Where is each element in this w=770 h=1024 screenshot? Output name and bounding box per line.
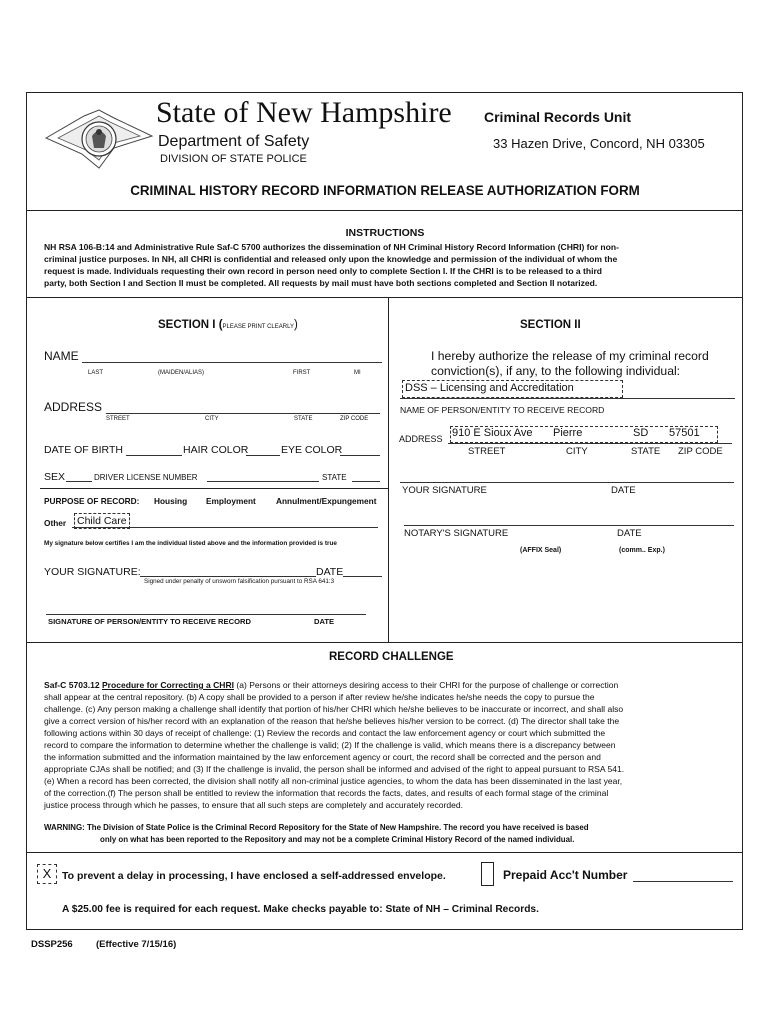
- sex-label: SEX: [44, 471, 66, 483]
- address-sub-street: STREET: [106, 416, 130, 422]
- instructions-line: request is made. Individuals requesting their own record in person need only to complete Section I. If the CHRI is to be released to a third: [44, 266, 603, 276]
- state-title: State of New Hampshire: [156, 96, 452, 129]
- warning-line2: only on what has been reported to the Repository and may not be a complete Criminal History Record of the named individual.: [100, 835, 575, 844]
- unit-address: 33 Hazen Drive, Concord, NH 03305: [493, 136, 705, 151]
- certify-text: My signature below certifies I am the individual listed above and the information provided is true: [44, 540, 337, 547]
- section2-title: SECTION II: [520, 319, 581, 331]
- challenge-rule-title: Procedure for Correcting a CHRI: [101, 680, 234, 690]
- name-sub-last: LAST: [88, 370, 104, 376]
- dl-label: DRIVER LICENSE NUMBER: [94, 473, 198, 482]
- eye-field[interactable]: [340, 455, 380, 456]
- authorize-line1: I hereby authorize the release of my criminal record: [431, 349, 709, 363]
- purpose-label: PURPOSE OF RECORD:: [44, 496, 140, 506]
- divider: [26, 852, 743, 853]
- form-title: CRIMINAL HISTORY RECORD INFORMATION RELEASE AUTHORIZATION FORM: [130, 183, 640, 198]
- envelope-checkbox[interactable]: X: [37, 864, 57, 884]
- department-name: Department of Safety: [158, 133, 310, 150]
- s2-sub-street: STREET: [468, 446, 506, 457]
- form-code: DSSP256: [31, 939, 73, 950]
- dl-field[interactable]: [207, 481, 319, 482]
- signature-field[interactable]: [140, 576, 316, 577]
- unit-title: Criminal Records Unit: [484, 109, 632, 125]
- s2-zip-value: 57501: [669, 427, 700, 439]
- instructions-line: party, both Section I and Section II must be completed. All requests by mail must have both sections completed and Section II notarized.: [44, 278, 598, 288]
- s2-signature-field[interactable]: [400, 482, 734, 483]
- name-sub-mi: MI: [354, 370, 361, 376]
- hair-field[interactable]: [246, 455, 280, 456]
- signature-date-label: DATE: [316, 566, 344, 578]
- eye-label: EYE COLOR: [281, 444, 343, 456]
- challenge-line: following actions within 30 days of receipt of challenge: (1) Review the records and contact the law enforcement agency or court which submitted the: [44, 728, 606, 738]
- address-label: ADDRESS: [44, 400, 103, 414]
- s2-signature-date-label: DATE: [611, 485, 636, 496]
- notary-signature-field[interactable]: [404, 525, 734, 526]
- s2-signature-label: YOUR SIGNATURE: [402, 485, 487, 496]
- s2-sub-city: CITY: [566, 446, 588, 457]
- challenge-text: (a) Persons or their attorneys desiring access to their CHRI for the purpose of challenge or correction: [236, 680, 619, 690]
- recipient-name-label: NAME OF PERSON/ENTITY TO RECEIVE RECORD: [400, 405, 605, 415]
- state-seal: [44, 108, 154, 170]
- sex-field[interactable]: [66, 481, 92, 482]
- purpose-annulment[interactable]: Annulment/Expungement: [276, 496, 377, 506]
- dob-label: DATE OF BIRTH: [44, 444, 123, 456]
- s2-city-value: Pierre: [553, 427, 583, 439]
- s2-address-label: ADDRESS: [399, 434, 443, 444]
- prepaid-label: Prepaid Acc't Number: [503, 868, 628, 882]
- instructions-line: NH RSA 106-B:14 and Administrative Rule Saf-C 5700 authorizes the dissemination of NH Criminal History Record Information (CHRI) for non-: [44, 242, 619, 252]
- divider: [40, 488, 388, 489]
- instructions-heading: INSTRUCTIONS: [345, 227, 425, 239]
- name-sub-maiden: (MAIDEN/ALIAS): [158, 370, 205, 376]
- notary-signature-label: NOTARY'S SIGNATURE: [404, 528, 509, 539]
- purpose-housing[interactable]: Housing: [154, 496, 188, 506]
- division-name: DIVISION OF STATE POLICE: [160, 153, 307, 165]
- signature-date-field[interactable]: [343, 576, 382, 577]
- recipient-line: [400, 398, 735, 399]
- fee-text: A $25.00 fee is required for each request. Make checks payable to: State of NH – Criminal Records.: [62, 904, 539, 915]
- recipient-date-label: DATE: [314, 617, 335, 626]
- other-label: Other: [44, 518, 67, 528]
- challenge-line: [44, 680, 618, 690]
- challenge-line: the information submitted and the information maintained by the law enforcement agency or court, the record shall be corrected and the person and: [44, 752, 601, 762]
- dl-state-field[interactable]: [352, 481, 380, 482]
- s2-sub-state: STATE: [631, 446, 661, 457]
- section-divider: [388, 297, 389, 642]
- divider: [26, 297, 743, 298]
- hair-label: HAIR COLOR: [183, 444, 249, 456]
- effective-date: (Effective 7/15/16): [96, 939, 177, 950]
- section1-heading: SECTION I (: [158, 319, 223, 331]
- s2-street-value: 910 E Sioux Ave: [452, 427, 533, 439]
- address-field[interactable]: [106, 413, 380, 414]
- challenge-heading: RECORD CHALLENGE: [329, 651, 454, 663]
- name-sub-first: FIRST: [293, 370, 311, 376]
- recipient-signature-field[interactable]: [46, 614, 366, 615]
- s2-state-value: SD: [633, 427, 649, 439]
- dl-state-label: STATE: [322, 473, 347, 482]
- section1-title: [158, 319, 298, 331]
- challenge-line: shall appear at the central repository. (b) A copy shall be provided to a person if after review he/she indicates he/she needs the copy to pursue the: [44, 692, 595, 702]
- s2-address-line: [448, 443, 732, 444]
- challenge-line: (e) When a record has been corrected, the division shall notify all non-criminal justice agencies, to whom the data has been disseminated in the last year,: [44, 776, 623, 786]
- warning-line1: WARNING: The Division of State Police is the Criminal Record Repository for the State of New Hampshire. The record you have received is based: [44, 823, 589, 832]
- s2-sub-zip: ZIP CODE: [678, 446, 723, 457]
- dob-field[interactable]: [126, 455, 182, 456]
- name-label: NAME: [44, 349, 79, 363]
- seal-label: (AFFIX Seal): [520, 547, 562, 554]
- instructions-line: criminal justice purposes. In NH, all CHRI is confidential and released only upon the knowledge and permission of the individual of whom the: [44, 254, 618, 264]
- divider: [26, 210, 743, 211]
- recipient-name-field[interactable]: DSS – Licensing and Accreditation: [402, 380, 623, 398]
- name-field[interactable]: [82, 362, 382, 363]
- challenge-line: challenge. (c) Any person making a challenge shall identify that portion of his/her CHRI which he/she believes to be inaccurate or incorrect, and shall also: [44, 704, 624, 714]
- challenge-line: of the correction.(f) The person shall be entitled to review the information that records the facts, dates, and results of each formal stage of the criminal: [44, 788, 609, 798]
- challenge-line: record to compare the information to determine whether the challenge is valid; (2) If the challenge is valid, which means there is a discrepancy between: [44, 740, 616, 750]
- address-sub-zip: ZIP CODE: [340, 416, 369, 422]
- recipient-signature-label: SIGNATURE OF PERSON/ENTITY TO RECEIVE RECORD: [48, 617, 251, 626]
- section1-note: PLEASE PRINT CLEARLY: [222, 324, 295, 330]
- envelope-text: To prevent a delay in processing, I have enclosed a self-addressed envelope.: [62, 870, 446, 882]
- section1-heading-end: ): [294, 319, 298, 331]
- comm-label: (comm.. Exp.): [619, 547, 665, 554]
- signature-label: YOUR SIGNATURE:: [44, 566, 141, 578]
- address-sub-city: CITY: [205, 416, 219, 422]
- prepaid-checkbox[interactable]: [481, 862, 494, 886]
- challenge-line: give a correct version of his/her record with an explanation of the reason that he/she believes his/her version to be correct. (d) The director shall take the: [44, 716, 620, 726]
- purpose-employment[interactable]: Employment: [206, 496, 256, 506]
- s2-address-field[interactable]: [450, 426, 718, 443]
- authorize-line2: conviction(s), if any, to the following individual:: [431, 364, 681, 378]
- address-sub-state: STATE: [294, 416, 313, 422]
- challenge-line: appropriate CJAs shall be notified; and (3) If the challenge is invalid, the person shall be informed and advised of the right to appeal pursuant to RSA 541.: [44, 764, 625, 774]
- challenge-line: justice process through which he passes, to ensure that all such steps are completely and accurately recorded.: [44, 800, 464, 810]
- prepaid-field[interactable]: [633, 881, 733, 882]
- other-field[interactable]: Child Care: [74, 513, 130, 529]
- perjury-note: Signed under penalty of unsworn falsification pursuant to RSA 641:3: [144, 578, 335, 585]
- notary-date-label: DATE: [617, 528, 642, 539]
- challenge-rule: Saf-C 5703.12: [44, 680, 100, 690]
- divider: [26, 642, 743, 643]
